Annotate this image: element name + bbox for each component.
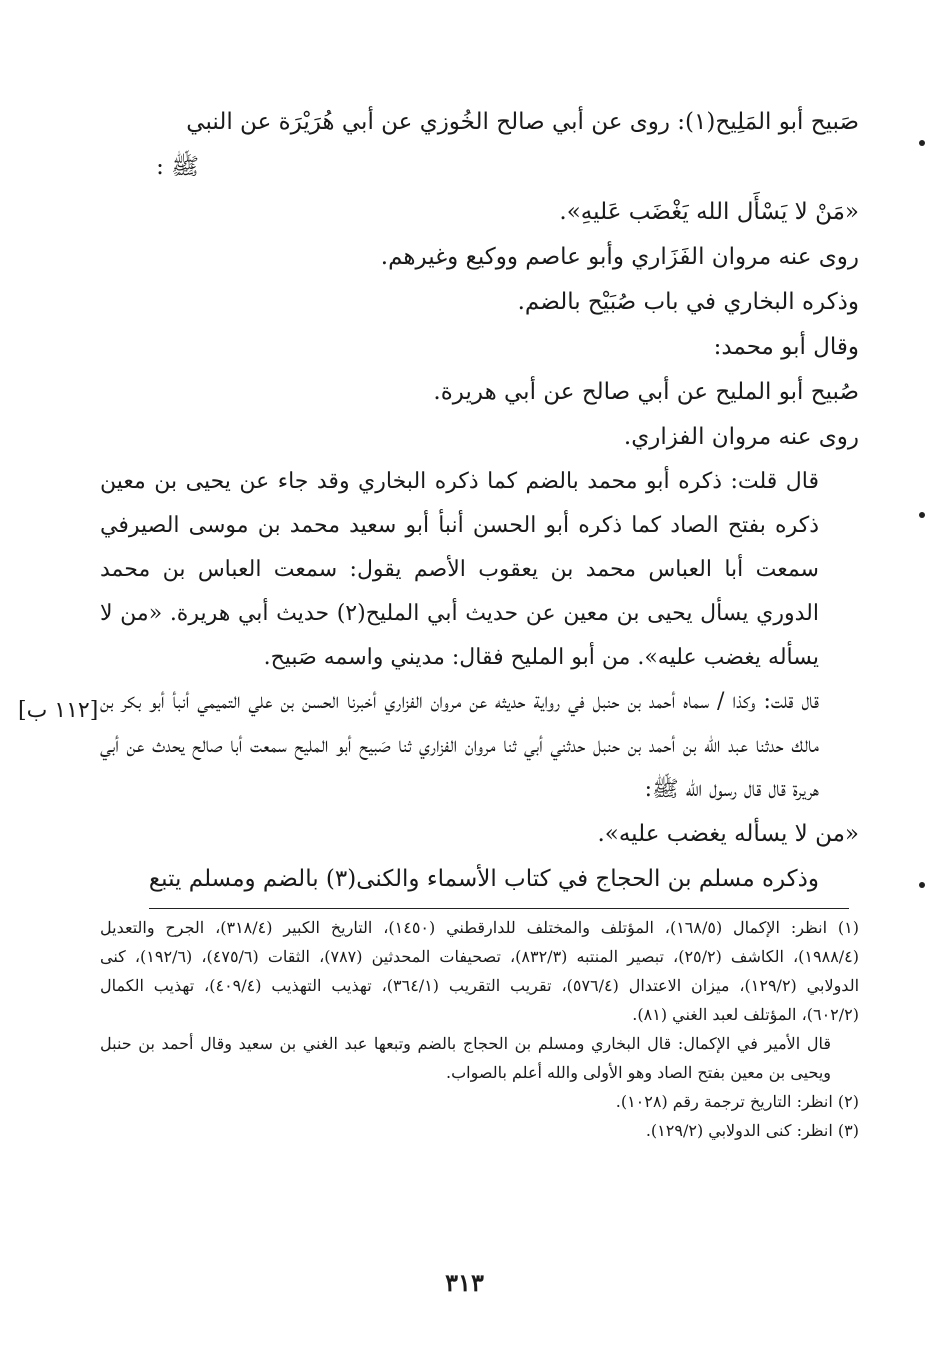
text-line: روى عنه مروان الفزاري. bbox=[623, 424, 859, 450]
paragraph: قال قلت: وكذا / سماه أحمد بن حنبل في رواية حديثه عن مروان الفزاري أخبرنا الحسن بن علي التميمي أنبأ أبو بكر بن مالك حدثنا عبد الله بن أحمد بن حنبل حدثني أبي ثنا مروان الفزاري ثنا صَبيح أبو المليح سمعت أبا صالح يحدث عن أبي هريرة قال قال رسول الله ﷺ: bbox=[100, 689, 819, 802]
main-text bbox=[100, 100, 859, 1145]
hadith-quote: «من لا يسأله يغضب عليه». bbox=[597, 821, 859, 847]
footnote-3: (٣) انظر: كنى الدولابي (١٢٩/٢). bbox=[645, 1121, 859, 1140]
text-line: روى عنه مروان الفَزَاري وأبو عاصم ووكيع وغيرهم. bbox=[380, 244, 859, 270]
text-line: وذكره البخاري في باب صُبَيْح بالضم. bbox=[517, 289, 859, 315]
margin-dot bbox=[919, 882, 925, 888]
footnote-1: (١) انظر: الإكمال (١٦٨/٥)، المؤتلف والمختلف للدارقطني (١٤٥٠)، التاريخ الكبير (٣١٨/٤)، الجرح والتعديل (١٩٨٨/٤)، الكاشف (٢٥/٢)، تبصير المنتبه (٨٣٢/٣)، تصحيفات المحدثين (٧٨٧)، الثقات (٤٧٥/٦)، (١٩٢/٦)، كنى الدولابي (١٢٩/٢)، ميزان الاعتدال (٥٧٦/٤)، تقريب التقريب (٣٦٤/١)، تهذيب التهذيب (٤٠٩/٤)، تهذيب الكمال (٦٠٢/٢)، المؤتلف لعبد الغني (٨١). bbox=[100, 918, 860, 1024]
footnote-2: (٢) انظر: التاريخ ترجمة رقم (١٠٢٨). bbox=[615, 1092, 859, 1111]
footnote-1-note: قال الأمير في الإكمال: قال البخاري ومسلم بن الحجاج بالضم وتبعها عبد الغني بن سعيد وقال أحمد بن حنبل ويحيى بن معين بفتح الصاد وهو الأولى والله أعلم بالصواب. bbox=[100, 1034, 831, 1082]
text-line: صَبيح أبو المَلِيح(١): روى عن أبي صالح الخُوزي عن أبي هُرَيْرَة عن النبي bbox=[186, 109, 859, 135]
page-number: ٣١٣ bbox=[445, 1268, 484, 1297]
text-line: ﷺ : bbox=[156, 154, 199, 180]
footnotes bbox=[100, 913, 859, 1145]
margin-dot bbox=[919, 140, 925, 146]
paragraph: قال قلت: ذكره أبو محمد بالضم كما ذكره البخاري وقد جاء عن يحيى بن معين ذكره بفتح الصاد كما ذكره أبو الحسن أنبأ أبو سعيد محمد بن موسى الصيرفي سمعت أبا العباس محمد بن يعقوب الأصم يقول: سمعت العباس بن محمد الدوري يسأل يحيى بن معين عن حديث أبي المليح(٢) حديث أبي هريرة. «من لا يسأله يغضب عليه». من أبو المليح فقال: مديني واسمه صَبيح. bbox=[100, 469, 819, 670]
text-line: وذكره مسلم بن الحجاج في كتاب الأسماء والكنى(٣) بالضم ومسلم يتبع bbox=[148, 866, 819, 892]
text-line: صُبيح أبو المليح عن أبي صالح عن أبي هريرة. bbox=[433, 379, 859, 405]
footnote-separator bbox=[149, 908, 849, 909]
hadith-quote: «مَنْ لا يَسْأَل الله يَغْضَب عَليهِ». bbox=[559, 199, 859, 225]
folio-reference: [١١٢ ب] bbox=[18, 698, 99, 723]
margin-dot bbox=[919, 512, 925, 518]
text-line: وقال أبو محمد: bbox=[713, 334, 859, 360]
